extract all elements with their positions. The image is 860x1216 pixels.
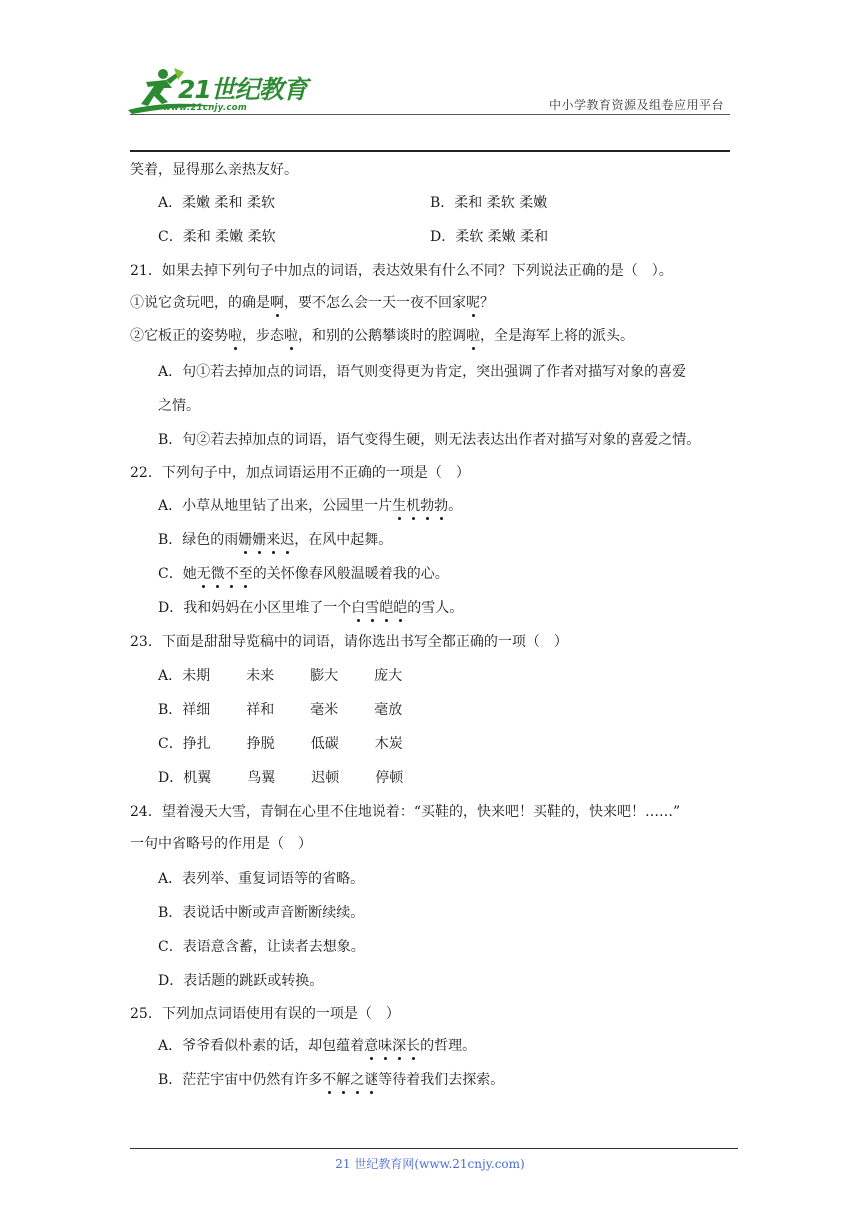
word: 木炭	[374, 736, 403, 752]
dotted-char: 无	[196, 566, 211, 582]
word: 庞大	[374, 668, 403, 684]
dotted-char: 解	[336, 1072, 351, 1088]
footer-source-link[interactable]: 21 世纪教育网(www.21cnjy.com)	[335, 1157, 525, 1171]
q21-option-a-line2: 之情。	[158, 398, 200, 414]
text-segment: A．小草从地里钻了出来，公园里一片	[158, 498, 393, 514]
text-segment: ②它板正的姿势	[130, 328, 228, 344]
q25-option-b	[158, 1070, 504, 1090]
logo-wordmark: 21世纪教育	[178, 75, 307, 104]
q22-option-b	[158, 530, 392, 550]
q20-option-b: B．柔和 柔软 柔嫩	[430, 195, 548, 211]
q24-option-a: A．表列举、重复词语等的省略。	[158, 871, 365, 887]
text-segment: ①说它贪玩吧，的确是	[130, 295, 270, 311]
word: 迟顿	[311, 770, 340, 786]
dotted-char: 啦	[228, 328, 242, 344]
q21-option-a-line1: A．句①若去掉加点的词语，语气则变得更为肯定，突出强调了作者对描写对象的喜爱	[158, 364, 687, 380]
dotted-char: 意	[364, 1038, 379, 1054]
q21-stem: 21．如果去掉下列句子中加点的词语，表达效果有什么不同？下列说法正确的是（ ）。	[130, 263, 673, 279]
word: 毫放	[374, 702, 403, 718]
logo-url: www.21cnjy.com	[163, 103, 247, 113]
text-segment: 的关怀像春风般温暖着我的心。	[252, 566, 449, 582]
word: 挣扎	[182, 736, 211, 752]
dotted-char: 来	[266, 532, 281, 548]
q21-sentence-1	[130, 293, 494, 313]
dotted-char: 长	[406, 1038, 421, 1054]
dotted-char: 皑	[393, 600, 408, 616]
word: 机翼	[183, 770, 212, 786]
dotted-char: 不	[322, 1072, 337, 1088]
q21-option-b: B．句②若去掉加点的词语，语气变得生硬，则无法表达出作者对描写对象的喜爱之情。	[158, 432, 701, 448]
word: 祥和	[246, 702, 275, 718]
dotted-char: 啊	[270, 295, 284, 311]
q24-option-c: C．表语意含蓄，让读者去想象。	[158, 939, 365, 955]
text-segment: D．我和妈妈在小区里堆了一个	[158, 600, 352, 616]
dotted-char: 之	[350, 1072, 365, 1088]
dotted-char: 白	[351, 600, 366, 616]
word: 挣脱	[246, 736, 275, 752]
header-divider-thick	[130, 150, 730, 152]
option-letter: A．	[158, 668, 183, 684]
q24-stem-line2: 一句中省略号的作用是（ ）	[130, 836, 312, 852]
word: 祥细	[182, 702, 211, 718]
dotted-char: 不	[224, 566, 239, 582]
text-segment: 的哲理。	[420, 1038, 477, 1054]
q23-stem: 23．下面是甜甜导览稿中的词语，请你选出书写全都正确的一项（ ）	[130, 634, 568, 650]
text-segment: B．绿色的雨	[158, 532, 239, 548]
text-segment: 的雪人。	[407, 600, 464, 616]
dotted-char: 生	[392, 498, 407, 514]
text-segment: 等待着我们去探索。	[378, 1072, 505, 1088]
q22-option-a	[158, 496, 462, 516]
text-segment: 。	[448, 498, 463, 514]
text-segment: ，在风中起舞。	[294, 532, 393, 548]
q20-option-d: D．柔软 柔嫩 柔和	[430, 229, 549, 245]
word: 停顿	[375, 770, 404, 786]
page-header	[0, 0, 860, 150]
text-segment: C．她	[158, 566, 197, 582]
dotted-char: 勃	[420, 498, 435, 514]
dotted-char: 皑	[379, 600, 394, 616]
q22-option-d	[158, 598, 463, 618]
dotted-char: 迟	[280, 532, 295, 548]
q22-stem: 22．下列句子中，加点词语运用不正确的一项是（ ）	[130, 465, 470, 481]
q24-option-b: B．表说话中断或声音断断续续。	[158, 905, 365, 921]
q23-option-a	[158, 666, 438, 686]
text-segment: ，全是海军上将的派头。	[480, 328, 634, 344]
option-letter: C．	[158, 736, 183, 752]
q20-option-a: A．柔嫩 柔和 柔软	[158, 195, 276, 211]
word: 膨大	[310, 668, 339, 684]
text-segment: B．茫茫宇宙中仍然有许多	[158, 1072, 323, 1088]
dotted-char: 微	[210, 566, 225, 582]
dotted-char: 深	[392, 1038, 407, 1054]
text-segment: ，和别的公鹅攀谈时的腔调	[298, 328, 466, 344]
q24-stem-line1: 24．望着漫天大雪，青铜在心里不住地说着：“买鞋的，快来吧！买鞋的，快来吧！……”	[130, 804, 681, 820]
header-divider-thin	[130, 114, 730, 115]
dotted-char: 姗	[238, 532, 253, 548]
option-letter: D．	[158, 770, 184, 786]
dotted-char: 至	[238, 566, 253, 582]
q25-option-a	[158, 1036, 476, 1056]
text-segment: ，步态	[242, 328, 284, 344]
word: 毫米	[310, 702, 339, 718]
dotted-char: 啦	[284, 328, 298, 344]
word: 鸟翼	[247, 770, 276, 786]
word: 未来	[246, 668, 275, 684]
dotted-char: 啦	[466, 328, 480, 344]
word: 未期	[182, 668, 211, 684]
dotted-char: 呢	[466, 295, 480, 311]
text-segment: ，要不怎么会一天一夜不回家	[284, 295, 466, 311]
q21-sentence-2	[130, 326, 634, 346]
q23-option-c	[158, 734, 439, 754]
q25-stem: 25．下列加点词语使用有误的一项是（ ）	[130, 1006, 400, 1022]
q23-option-d	[158, 768, 439, 788]
word: 低碳	[310, 736, 339, 752]
header-platform-title: 中小学教育资源及组卷应用平台	[548, 98, 724, 112]
dotted-char: 谜	[364, 1072, 379, 1088]
q20-stem-tail: 笑着，显得那么亲热友好。	[130, 162, 298, 178]
option-letter: B．	[158, 702, 183, 718]
dotted-char: 雪	[365, 600, 380, 616]
text-segment: ？	[480, 295, 494, 311]
q22-option-c	[158, 564, 449, 584]
dotted-char: 机	[406, 498, 421, 514]
text-segment: A．爷爷看似朴素的话，却包蕴着	[158, 1038, 365, 1054]
q24-option-d: D．表话题的跳跃或转换。	[158, 973, 324, 989]
q23-option-b	[158, 700, 438, 720]
footer-divider	[130, 1148, 738, 1149]
dotted-char: 姗	[252, 532, 267, 548]
dotted-char: 味	[378, 1038, 393, 1054]
q20-option-c: C．柔和 柔嫩 柔软	[158, 229, 276, 245]
dotted-char: 勃	[434, 498, 449, 514]
